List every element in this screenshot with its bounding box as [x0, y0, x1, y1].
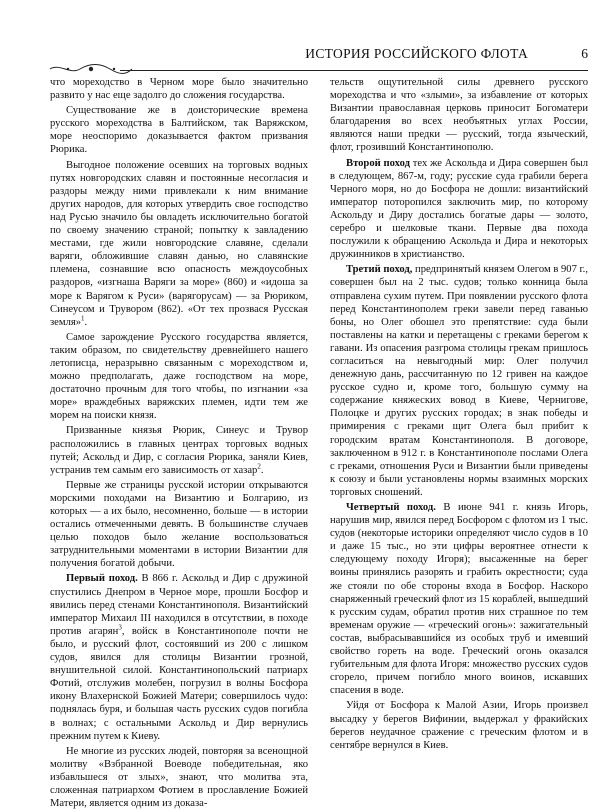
paragraph	[330, 157, 588, 262]
paragraph-text: предпринятый князем Олегом в 907 г., совершен был на 2 тыс. судов; только конница была отправлена сухим путем. При появлении русского флота перед Константинополем греки завели перед гаванью боны, но Олег обошел это препятствие: суда были поставлены на катки и перетащены с греками берегом к гавани. Из опасения разгрома столицы грекам пришлось согласиться на невыгодный мир: Олег получил денежную дань, рассчитанную по 12 гривен на каждое русское судно и, кроме того, большую сумму на содержание княжеских вовод в Киеве, Чернигове, Полоцке и других русских городах; в знак победы и примирения с греками щит Олега был прибит к городским вратам Константинополя. В договоре, заключенном в 912 г. в Константинополе послами Олега с греками, отношения Руси и Византии были приведены к союзу и были установлены нормы взаимных морских торговых сношений.	[330, 264, 588, 498]
paragraph-text: .	[84, 316, 88, 328]
paragraph: Существование же в доисторические времена русского мореходства в Балтийском, так Варяжском, море неоспоримо доказывается фактом призвания Рюрика.	[50, 105, 308, 156]
paragraph-text: Призванные князья Рюрик, Синеус и Трувор расположились в главных центрах торговых водных путей; Аскольд и Дир, с согласия Рюрика, заняли Киев, устранив тем самым его зависимость от хазар	[50, 425, 308, 476]
paragraph-text: , войск в Константинополе почти не было, и русский флот, состоявший из 200 с лишком судов, явился для столицы Византии грозной, внушительной силой. Константинопольский патриарх Фотий, отслужив молебен, погрузил в волны Босфора икону Влахернской Божией Матери; совершилось чудо: поднялась буря, и большая часть русских судов погибла в волнах; с остальными Аскольд и Дир вернулись прежним путем к Киеву.	[50, 625, 308, 742]
paragraph	[50, 424, 308, 476]
footnote-ref: 3	[118, 623, 122, 632]
paragraph-text: В 866 г. Аскольд и Дир с дружиной спустились Днепром в Черное море, прошли Босфор и явились перед стенами Константинополя. Византийский император Михаил III находился в отсутствии, в походе против агарян	[50, 573, 309, 637]
ornament-flourish-icon	[48, 62, 134, 76]
paragraph: тельств ощутительной силы древнего русского мореходства и что «злыми», за избавление от которых Византии православная церковь приносит Богоматери благодарения во всех необъятных углах России, являются наши предки — русский, тогда языческий, флот, грозивший Константинополю.	[330, 77, 588, 154]
footnote-ref: 2	[257, 462, 261, 471]
paragraph	[50, 572, 308, 742]
paragraph-text: тех же Аскольда и Дира совершен был в следующем, 867-м, году; русские суда грабили берега Черного моря, но до Босфора не дошли: византийский император поторопился заключить мир, по которому Аскольду и Диру достались богатые дары — золото, серебро и шелковые ткани. Первые два похода послужили к обращению Аскольда и Дира и некоторых дружинников в христианство.	[330, 157, 588, 261]
section-lead: Третий поход,	[346, 264, 413, 276]
paragraph	[330, 263, 588, 499]
left-column	[50, 76, 308, 812]
paragraph-text: .	[260, 464, 264, 476]
paragraph: что мореходство в Черном море было значительно развито у нас еще задолго до сложения государства.	[50, 77, 308, 102]
paragraph	[50, 159, 308, 329]
running-title: ИСТОРИЯ РОССИЙСКОГО ФЛОТА	[305, 46, 528, 61]
paragraph: Уйдя от Босфора к Малой Азии, Игорь произвел высадку у берегов Вифинии, выдержал у фракийских берегов неудачное сражение с греческим флотом и в сентябре вернулся в Киев.	[330, 700, 588, 751]
section-lead: Четвертый поход.	[346, 502, 436, 513]
right-column	[330, 76, 588, 754]
header-rule	[120, 70, 588, 71]
paragraph: Первые же страницы русской истории открываются морскими походами на Византию и Болгарию, из которых — а их было, несомненно, больше — в истории остались отмеченными девять. В большинстве случаев целью походов было желание воспользоваться затруднительными моментами в истории Византии для получения богатой добычи.	[50, 479, 308, 570]
footnote-ref: 1	[81, 314, 85, 323]
page-number: 6	[581, 46, 588, 61]
paragraph-text: В июне 941 г. князь Игорь, нарушив мир, явился перед Босфором с флотом из 1 тыс. судов (некоторые историки определяют число судов в 10 и даже 15 тыс., но эти цифры вероятнее отнести к следующему походу Игоря); высаженные на берег воины принялись разорять и грабить окрестности; суда же стояли по обе стороны входа в Босфор. Наскоро снаряженный греческий флот из 15 кораблей, вышедший к русским судам, обратил против них страшное по тем временам оружие — «греческий огонь»: зажигательный состав, выбрасывавшийся из особых труб и имевший свойство гореть на воде. Греческий огонь оказался губительным для флота Игоря: множество русских судов сгорело, причем погибло много воинов, искавших спасения в воде.	[330, 502, 588, 697]
paragraph: Не многие из русских людей, повторяя за всенощной молитву «Взбранной Воеводе победительная, яко избавльшеся от злых», знают, что молитва эта, сложенная патриархом Фотием в прославление Божией Матери, является одним из доказа-	[50, 745, 308, 810]
paragraph: Самое зарождение Русского государства является, таким образом, по свидетельству древнейшего нашего летописца, неразрывно связанным с мореходством и, можно предполагать, даже господством на море, достаточно прочным для того чтобы, по изгнании «за море» враждебных варяжских племен, идти тем же морем на поиски князя.	[50, 331, 308, 422]
section-lead: Первый поход.	[66, 573, 138, 585]
paragraph	[330, 501, 588, 697]
section-lead: Второй поход	[346, 157, 410, 169]
paragraph-text: Выгодное положение осевших на торговых водных путях новгородских славян и постоянные несогласия и раздоры между ними привлекали к ним внимание других народов, для которых утвердить свое господство над Русью значило бы овладеть исключительно богатой по своему значению страной; попытку к завладению местами, где жили новгородские славяне, сделали варяги, обложившие славян данью, но славянские племена, сознавшие всю опасность междоусобных раздоров, «изгнаша Варяги за море» (860) и «идоша за море к Варягом к Руси» (варягорусам) — за Рюриком, Синеусом и Трувором (862). «От тех прозвася Русская земля»	[50, 159, 308, 328]
